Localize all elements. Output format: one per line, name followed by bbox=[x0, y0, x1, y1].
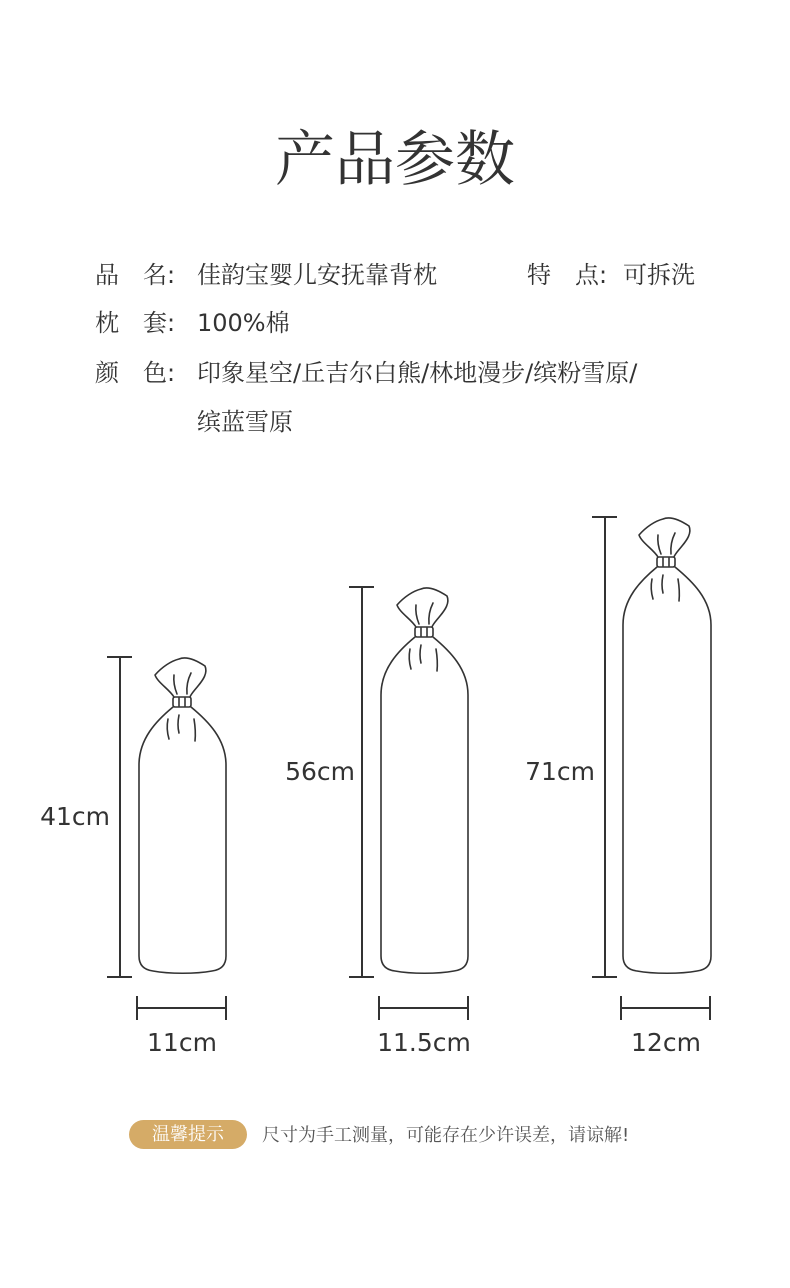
height-label-large: 71cm bbox=[525, 757, 595, 786]
height-label-small: 41cm bbox=[40, 802, 110, 831]
width-label-large: 12cm bbox=[631, 1028, 701, 1057]
pillow-tie bbox=[415, 627, 433, 637]
pillow-knot bbox=[397, 588, 448, 627]
spec-value-name: 佳韵宝婴儿安抚靠背枕 bbox=[197, 261, 437, 289]
width-label-medium: 11.5cm bbox=[377, 1028, 471, 1057]
spec-label-cover: 枕 套: bbox=[95, 309, 176, 337]
spec-label-color: 颜 色: bbox=[95, 359, 176, 387]
pillow-diagram-large bbox=[592, 517, 711, 1020]
pillow-body bbox=[623, 567, 711, 973]
spec-label-name: 品 名: bbox=[95, 261, 176, 289]
spec-value-cover: 100%棉 bbox=[197, 309, 290, 337]
spec-value-color-line1: 印象星空/丘吉尔白熊/林地漫步/缤粉雪原/ bbox=[197, 359, 638, 387]
pillow-body bbox=[139, 707, 226, 973]
pillow-body bbox=[381, 637, 468, 973]
tip-badge: 温馨提示 bbox=[129, 1120, 247, 1149]
pillow-knot bbox=[639, 518, 690, 557]
width-label-small: 11cm bbox=[147, 1028, 217, 1057]
spec-label-feature: 特 点: bbox=[527, 261, 608, 289]
tip-text: 尺寸为手工测量，可能存在少许误差，请谅解! bbox=[262, 1125, 630, 1146]
pillow-diagram-medium bbox=[349, 587, 468, 1020]
pillow-knot bbox=[155, 658, 206, 697]
spec-value-feature: 可拆洗 bbox=[623, 261, 695, 289]
spec-value-color-line2: 缤蓝雪原 bbox=[197, 408, 293, 436]
pillow-tie bbox=[657, 557, 675, 567]
pillow-diagram-small bbox=[107, 657, 226, 1020]
height-label-medium: 56cm bbox=[285, 757, 355, 786]
pillow-tie bbox=[173, 697, 191, 707]
page-title: 产品参数 bbox=[275, 125, 515, 195]
